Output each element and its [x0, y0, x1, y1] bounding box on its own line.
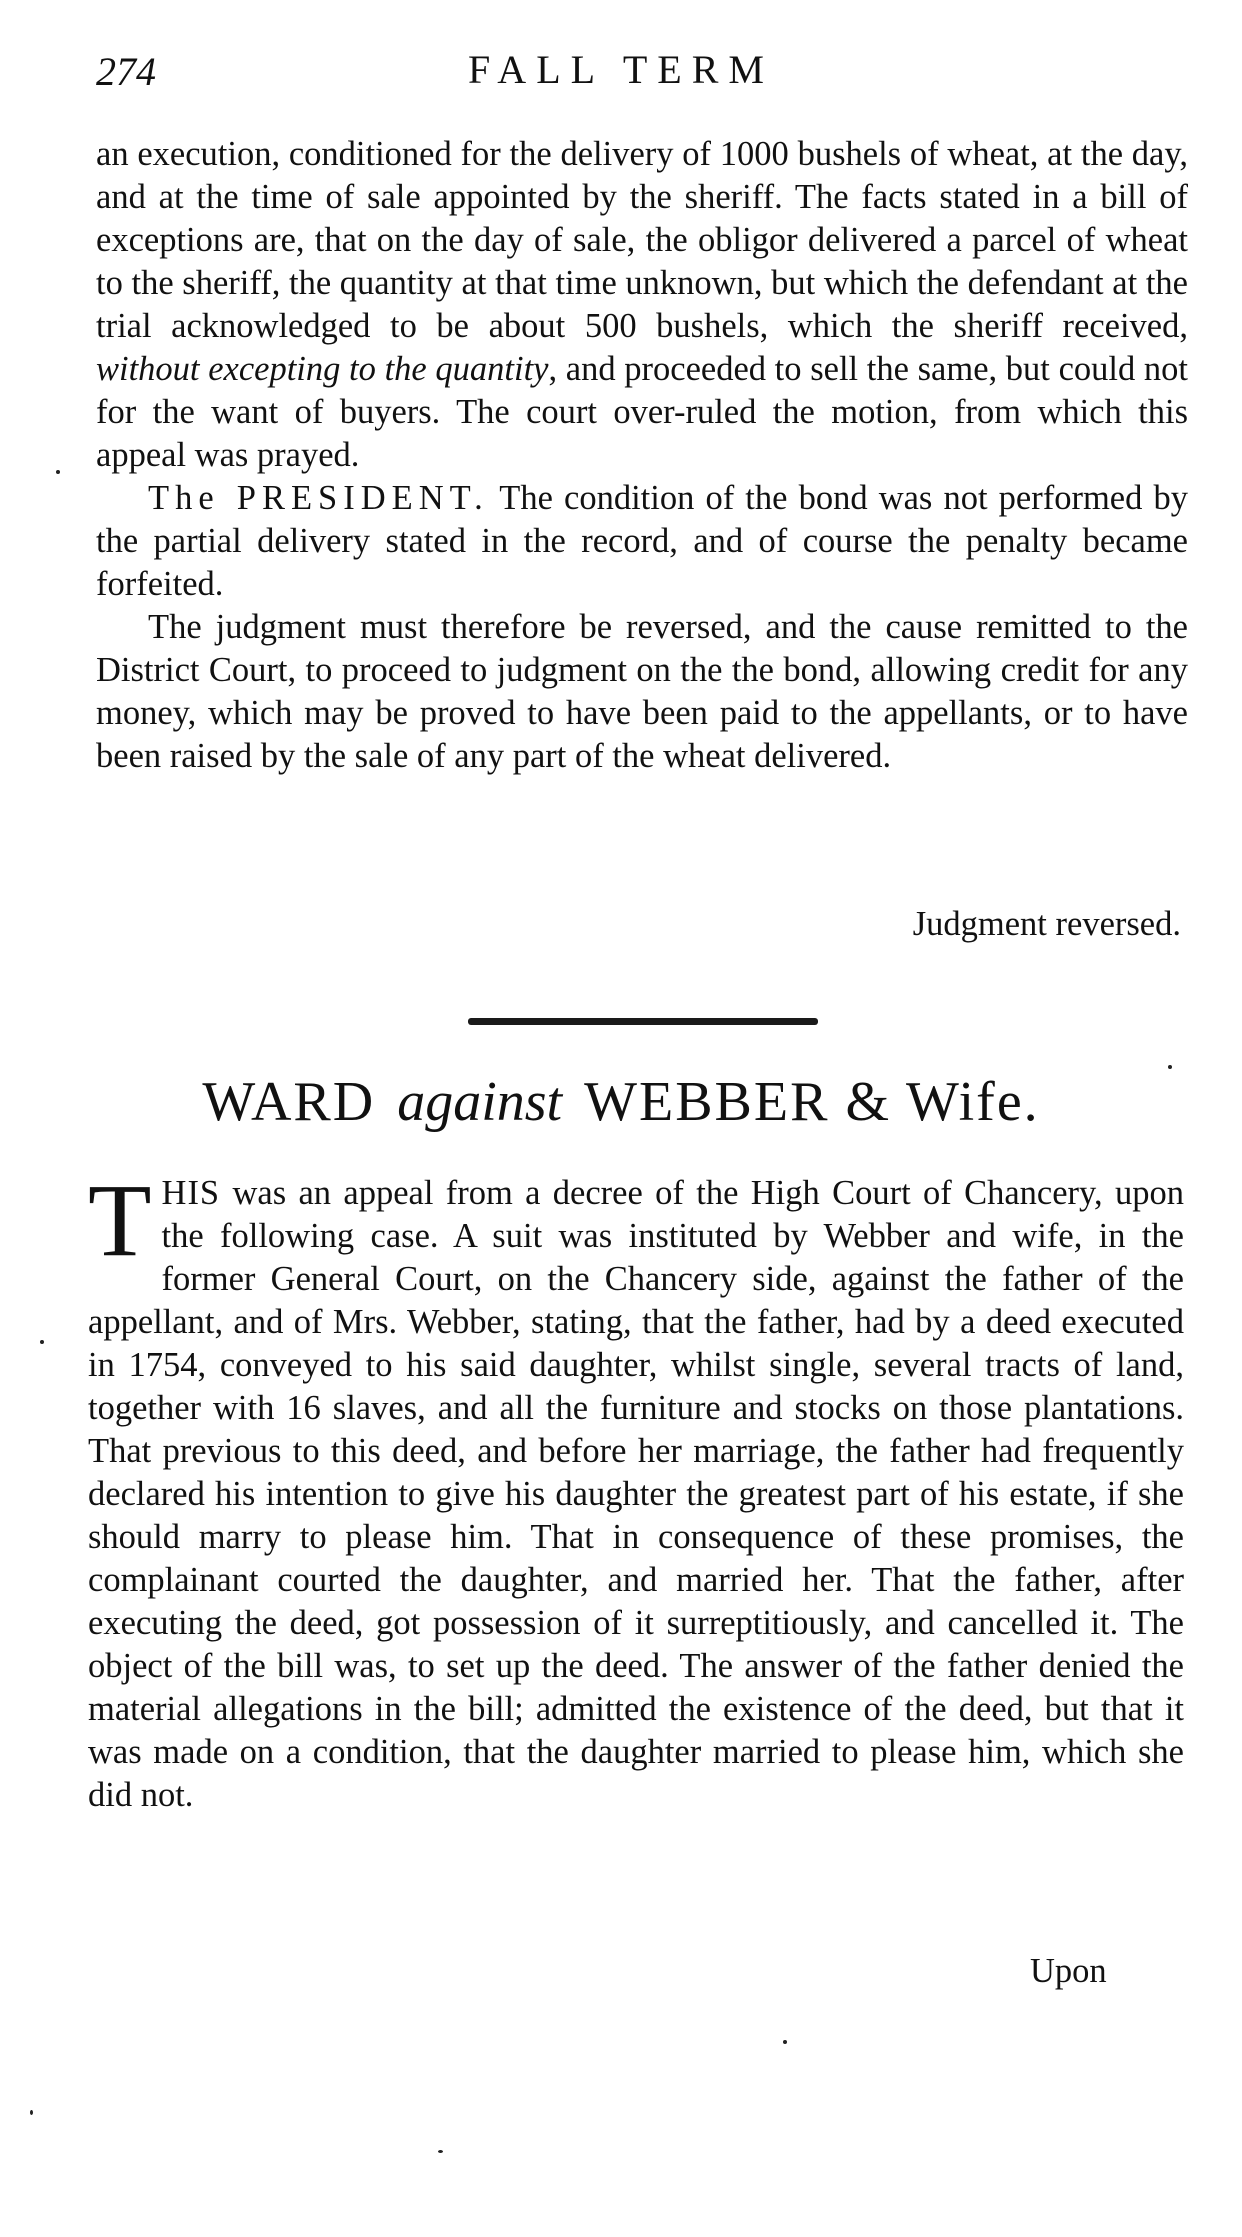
opening-paragraph — [96, 133, 1188, 477]
president-text: The condition of the bond was not performed by the partial delivery stated in the record, and of course the penalty became forfeited. — [96, 479, 1188, 603]
section-divider-rule — [468, 1018, 818, 1025]
case-against: against — [397, 1071, 563, 1133]
judgment-paragraph: The judgment must therefore be reversed, and the cause remitted to the District Court, to proceed to judgment on the the bond, allowing credit for any money, which may be proved to have been paid to the appellants, or to have been raised by the sale of any part of the wheat delivered. — [96, 608, 1188, 775]
case-passage — [88, 1163, 1184, 1817]
case-paragraph — [88, 1163, 1184, 1817]
ink-speck — [783, 2040, 787, 2044]
drop-cap: T — [88, 1163, 152, 1278]
ink-speck — [40, 1340, 44, 1344]
case-first-word: HIS — [161, 1174, 221, 1212]
ink-speck — [30, 2110, 33, 2115]
president-paragraph — [96, 477, 1188, 606]
case-defendant: WEBBER & Wife. — [584, 1071, 1040, 1133]
opening-text-after: , and proceeded to sell the same, but could not for the want of buyers. The court over-ruled the motion, from which this appeal was prayed. — [96, 350, 1188, 474]
running-head — [0, 38, 1242, 108]
page-number: 274 — [96, 49, 156, 94]
running-title: FALL TERM — [468, 47, 774, 92]
catchword: Upon — [1030, 1952, 1107, 1990]
opening-passage — [96, 133, 1188, 778]
judgment-closing: Judgment reversed. — [912, 905, 1181, 943]
opening-emphasis: without excepting to the quantity — [96, 350, 549, 388]
ink-speck — [56, 470, 60, 474]
case-plaintiff: WARD — [202, 1071, 376, 1133]
ink-speck — [1168, 1065, 1172, 1069]
opening-text: an execution, conditioned for the delivery of 1000 bushels of wheat, at the day, and at the time of sale appointed by the sheriff. The facts stated in a bill of exceptions are, that on the day of sale, the obligor delivered a parcel of wheat to the sheriff, the quantity at that time unknown, but which the defendant at the trial acknowledged to be about 500 bushels, which the sheriff received, — [96, 135, 1188, 345]
ink-speck — [438, 2150, 443, 2153]
case-title — [0, 1070, 1242, 1134]
case-text: was an appeal from a decree of the High Court of Chancery, upon the following case. A suit was instituted by Webber and wife, in the former General Court, on the Chancery side, against the father of the appellant, and of Mrs. Webber, stating, that the father, had by a deed executed in 1754, conveyed to his said daughter, whilst single, several tracts of land, together with 16 slaves, and all the furniture and stocks on those plantations. That previous to this deed, and before her marriage, the father had frequently declared his intention to give his daughter the greatest part of his estate, if she should marry to please him. That in consequence of these promises, the complainant courted the daughter, and married her. That the father, after executing the deed, got possession of it surreptitiously, and cancelled it. The object of the bill was, to set up the deed. The answer of the father denied the material allegations in the bill; admitted the existence of the deed, but that it was made on a condition, that the daughter married to please him, which she did not. — [88, 1174, 1184, 1814]
president-speaker: The PRESIDENT. — [148, 479, 489, 517]
